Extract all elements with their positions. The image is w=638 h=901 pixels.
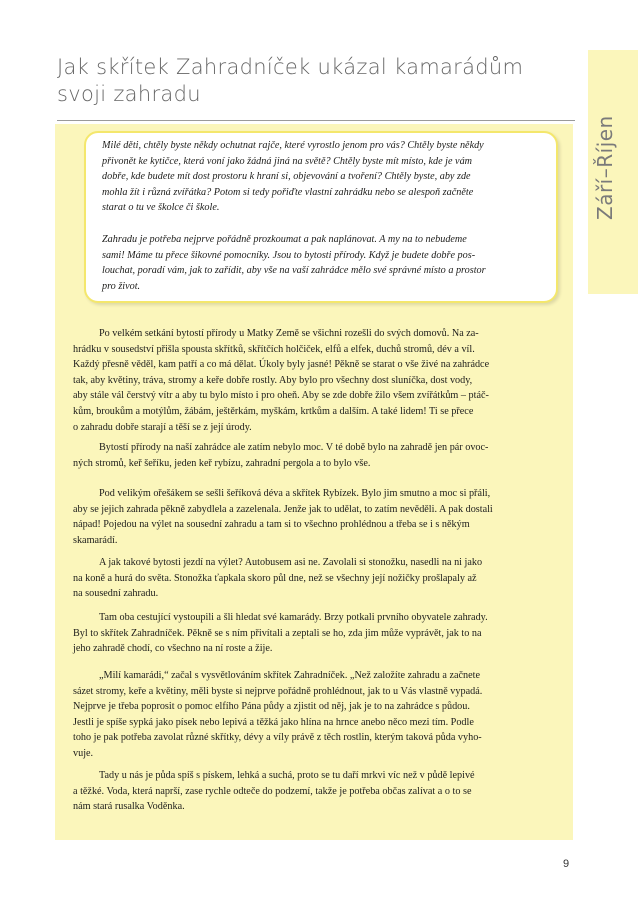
side-tab-label: Září–Říjen [593,115,617,220]
text-line: hrádku v sousedství přišla spousta skřítků, skřítčích holčiček, elfů a elfek, duchů stromů, dév a víl. [73,343,475,355]
chapter-title-line: Jak skřítek Zahradníček ukázal kamarádům [57,55,524,79]
text-line: na koně a hurá do světa. Stonožka ťapkala skoro půl dne, než se všechny její nožičky prošlapaly až [73,572,477,584]
text-line: nápad! Pojedou na výlet na sousední zahradu a tam si to všechno prohlédnou a třeba se i s někým [73,519,470,531]
text-line: Byl to skřítek Zahradníček. Pěkně se s ním přivítali a zeptali se ho, zda jim může vyprávět, jak to na [73,627,482,639]
text-line: toho je pak potřeba zavolat různé skřítky, dévy a víly právě z těch rostlin, kterým taková půda vyho- [73,732,482,744]
text-line: mohla žít i různá zvířátka? Potom si tedy pořiďte vlastní zahrádku nebo se alespoň začněte [102,186,474,198]
title-divider [57,120,575,121]
text-line: Jestli je spíše sypká jako písek nebo lepivá a těžká jako hlína na hrnce anebo něco mezi tím. Podle [73,716,474,728]
text-line: Bytostí přírody na naší zahrádce ale zatím nebylo moc. V té době bylo na zahradě jen pár ovoc- [99,442,489,453]
text-line: tak, aby květiny, tráva, stromy a keře dobře rostly. Aby bylo pro všechny dost sluníčka, dost vody, [73,374,473,386]
text-line: pro život. [102,280,141,292]
chapter-title-line: svoji zahradu [57,82,201,106]
text-line: louchat, poradí vám, jak to zařídit, aby vše na vaší zahrádce mělo své správné místo a prostor [102,265,486,276]
text-line: jeho zahradě chodí, co všechno na ní roste a žije. [73,643,273,655]
text-line: vuje. [73,747,94,759]
text-line: a těžké. Voda, která naprší, zase rychle odteče do podzemí, takže je potřeba občas zalívat a o to se [73,785,472,797]
story-paragraph [73,768,555,815]
text-line: sázet stromy, keře a květiny, měli byste si nejprve pořádně prohlédnout, jak to u Vás vlastně vypadá. [73,685,483,697]
text-line: sami! Máme tu přece šikovné pomocníky. Jsou to bytosti přírody. Když je budete dobře pos- [102,249,476,261]
text-line: „Milí kamarádi,“ začal s vysvětlováním skřítek Zahradníček. „Než založíte zahradu a začnete [99,670,480,681]
text-line: na sousední zahradu. [73,588,159,600]
text-line: aby stále vál čerstvý vítr a aby tu bylo místo i pro oheň. Aby se zde dobře žilo všem zvířátkům – ptáč- [73,390,489,402]
text-line: Milé děti, chtěly byste někdy ochutnat rajče, které vyrostlo jenom pro vás? Chtěly byste někdy [102,140,484,151]
text-line: Tam oba cestující vystoupili a šli hledat své kamarády. Brzy potkali prvního obyvatele zahrady. [99,612,488,623]
chapter-title [57,54,577,108]
text-line: starat o tu ve školce či škole. [102,202,220,213]
text-line: dobře, kde budete mít dost prostoru k hraní si, objevování a tvoření? Chtěly byste, aby zde [102,171,471,182]
text-line: skamarádí. [73,534,118,546]
text-line: přivonět ke kytičce, která voní jako žádná jiná na světě? Chtěly byste mít místo, kde je vám [102,155,473,167]
text-line: Zahradu je potřeba nejprve pořádně prozkoumat a pak naplánovat. A my na to nebudeme [102,234,467,245]
text-line: Pod velikým ořešákem se sešli šeříková déva a skřítek Rybízek. Bylo jim smutno a moc si přáli, [99,488,491,499]
story-paragraph [73,486,555,548]
intro-box [84,131,558,303]
story-paragraph [73,555,555,602]
text-line: ných stromů, keř šeříku, jeden keř rybízu, zahradní pergola a to bylo vše. [73,457,371,469]
text-line: A jak takové bytosti jezdí na výlet? Autobusem asi ne. Zavolali si stonožku, nasedli na ni jako [99,557,483,568]
text-line: aby se jejich zahrada pěkně zabydlela a zazelenala. Jenže jak to udělat, to zatím nevěděli. A pak dostali [73,503,493,515]
story-paragraph [73,610,555,657]
text-line: nám stará rusalka Voděnka. [73,801,185,813]
text-line: Nejprve je třeba poprosit o pomoc elfího Pána půdy a zjistit od něj, jak je to na zahrádce s půdou. [73,701,470,713]
story-paragraph [73,668,555,762]
text-line: Každý přesně věděl, kam patří a co má dělat. Úkoly byly jasné! Pěkně se starat o vše živé na zahrádce [73,359,490,371]
text-line: Po velkém setkání bytostí přírody u Matky Země se všichni rozešli do svých domovů. Na za- [99,328,479,339]
story-paragraph [73,440,555,471]
text-line: Tady u nás je půda spíš s pískem, lehká a suchá, proto se tu daří mrkvi víc než v půdě lepivé [99,770,475,781]
intro-paragraph [102,232,540,294]
story-paragraph [73,326,555,435]
intro-paragraph [102,138,540,216]
page-number: 9 [563,858,570,870]
text-line: kům, broukům a motýlům, žábám, ještěrkám, myškám, krtkům a dalším. A také lidem! Ti se přece [73,405,474,417]
text-line: o zahradu dobře starají a těší se z její úrody. [73,421,252,433]
